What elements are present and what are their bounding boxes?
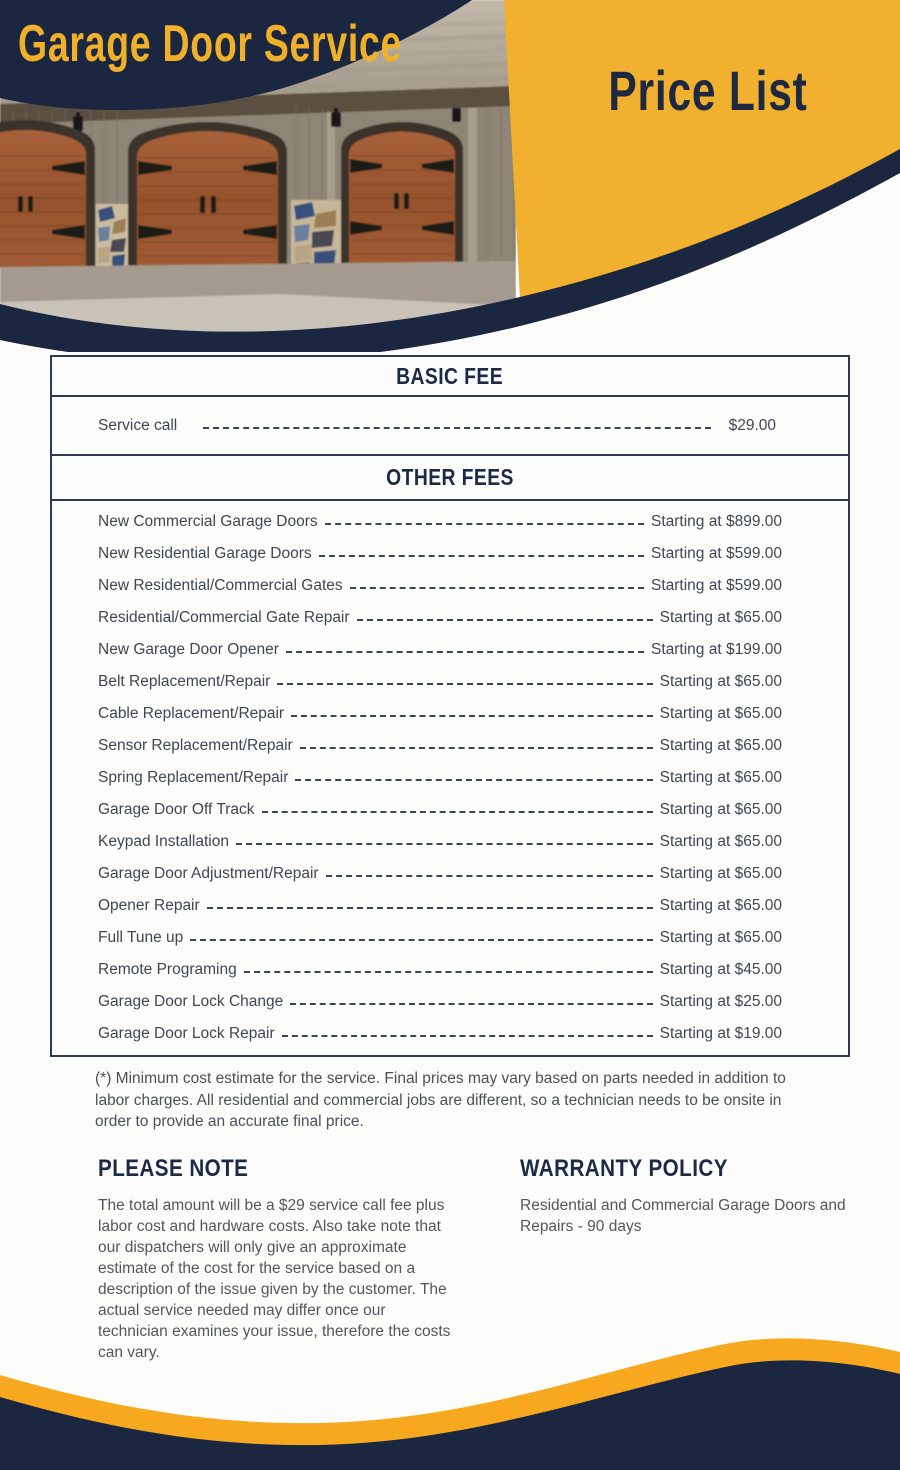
fee-price: Starting at $19.00 [659,1025,782,1042]
fee-label: Garage Door Lock Repair [98,1025,275,1042]
fee-label: New Residential/Commercial Gates [98,577,343,594]
dash-leader [290,1003,652,1005]
please-note-body: The total amount will be a $29 service call fee plus labor cost and hardware costs. Also take note that our dispatchers will only give an approximate estimate of the cost for the service based on a description of the issue given by the customer. The actual service needed may differ once our technician examines your issue, therefore the costs can vary. [98,1197,451,1361]
garage-door-middle [128,122,287,268]
garage-door-left [0,120,95,268]
dash-leader [319,555,644,557]
dash-leader [326,875,653,877]
fee-row [98,698,782,730]
dash-leader [203,427,710,429]
fee-price: Starting at $65.00 [659,673,782,690]
fee-row [98,954,782,986]
dash-leader [300,747,653,749]
fee-row [98,602,782,634]
dash-leader [244,971,653,973]
warranty-policy-heading: WARRANTY POLICY [520,1155,728,1182]
warranty-policy-body: Residential and Commercial Garage Doors and Repairs - 90 days [520,1197,846,1235]
fee-label: Opener Repair [98,897,200,914]
fee-label: New Commercial Garage Doors [98,513,318,530]
fee-label: Garage Door Adjustment/Repair [98,865,319,882]
stone-pillar-middle [291,200,341,268]
fee-label: Keypad Installation [98,833,229,850]
fee-price: Starting at $599.00 [651,545,782,562]
basic-fee-heading: BASIC FEE [396,362,504,389]
please-note-heading: PLEASE NOTE [98,1155,249,1182]
dash-leader [357,619,653,621]
dash-leader [282,1035,653,1037]
fee-price: Starting at $65.00 [659,929,782,946]
fee-row [98,890,782,922]
fee-price: Starting at $65.00 [659,609,782,626]
fee-label: Residential/Commercial Gate Repair [98,609,350,626]
dash-leader [207,907,653,909]
footnote: (*) Minimum cost estimate for the service. Final prices may vary based on parts needed in addition to labor charges. All residential and commercial jobs are different, so a technician needs to be onsite in order to provide an accurate final price. [95,1070,786,1130]
fee-label: Garage Door Lock Change [98,993,284,1010]
fee-label: Spring Replacement/Repair [98,769,289,786]
fee-price: Starting at $65.00 [659,737,782,754]
fee-price: Starting at $65.00 [659,897,782,914]
dash-leader [277,683,652,685]
fee-row [98,794,782,826]
dash-leader [295,779,652,781]
fee-table [50,355,850,1057]
dash-leader [291,715,653,717]
fee-row [98,730,782,762]
fee-row [98,506,782,538]
garage-door-right [341,122,463,266]
fee-label: Garage Door Off Track [98,801,255,818]
dash-leader [350,587,644,589]
fee-price: Starting at $199.00 [651,641,782,658]
fee-label: Remote Programing [98,961,237,978]
dash-leader [325,523,644,525]
dash-leader [236,843,653,845]
fee-price: Starting at $599.00 [651,577,782,594]
fee-label: New Garage Door Opener [98,641,279,658]
fee-price: Starting at $65.00 [659,865,782,882]
fee-row [98,986,782,1018]
page-title: Price List [608,59,808,122]
logo-text: Garage Door Service [18,15,403,73]
fee-price: Starting at $25.00 [659,993,782,1010]
footer-wave [0,1335,900,1470]
fee-price: Starting at $899.00 [651,513,782,530]
fee-row [98,1018,782,1050]
stone-pillar-left [96,204,128,268]
fee-label: Sensor Replacement/Repair [98,737,293,754]
fee-label: Cable Replacement/Repair [98,705,285,722]
fee-row [98,922,782,954]
other-fees-header [52,456,848,501]
fee-price: Starting at $65.00 [659,705,782,722]
fee-row [98,570,782,602]
fee-row [98,762,782,794]
basic-fee-header [52,357,848,397]
fee-label: Full Tune up [98,929,184,946]
fee-label: New Residential Garage Doors [98,545,312,562]
dash-leader [190,939,652,941]
fee-price: Starting at $65.00 [659,833,782,850]
fee-price: Starting at $45.00 [659,961,782,978]
fee-price: Starting at $65.00 [659,769,782,786]
other-fees-heading: OTHER FEES [386,464,514,490]
dash-leader [286,651,644,653]
fee-row [98,538,782,570]
other-fees-list [52,501,848,1055]
fee-row [98,858,782,890]
dash-leader [262,811,653,813]
fee-label: Service call [98,416,178,434]
fee-price: $29.00 [728,416,776,434]
fee-label: Belt Replacement/Repair [98,673,271,690]
fee-row [98,634,782,666]
fee-row [98,826,782,858]
fee-row [98,666,782,698]
service-call-row [52,397,848,456]
fee-price: Starting at $65.00 [659,801,782,818]
